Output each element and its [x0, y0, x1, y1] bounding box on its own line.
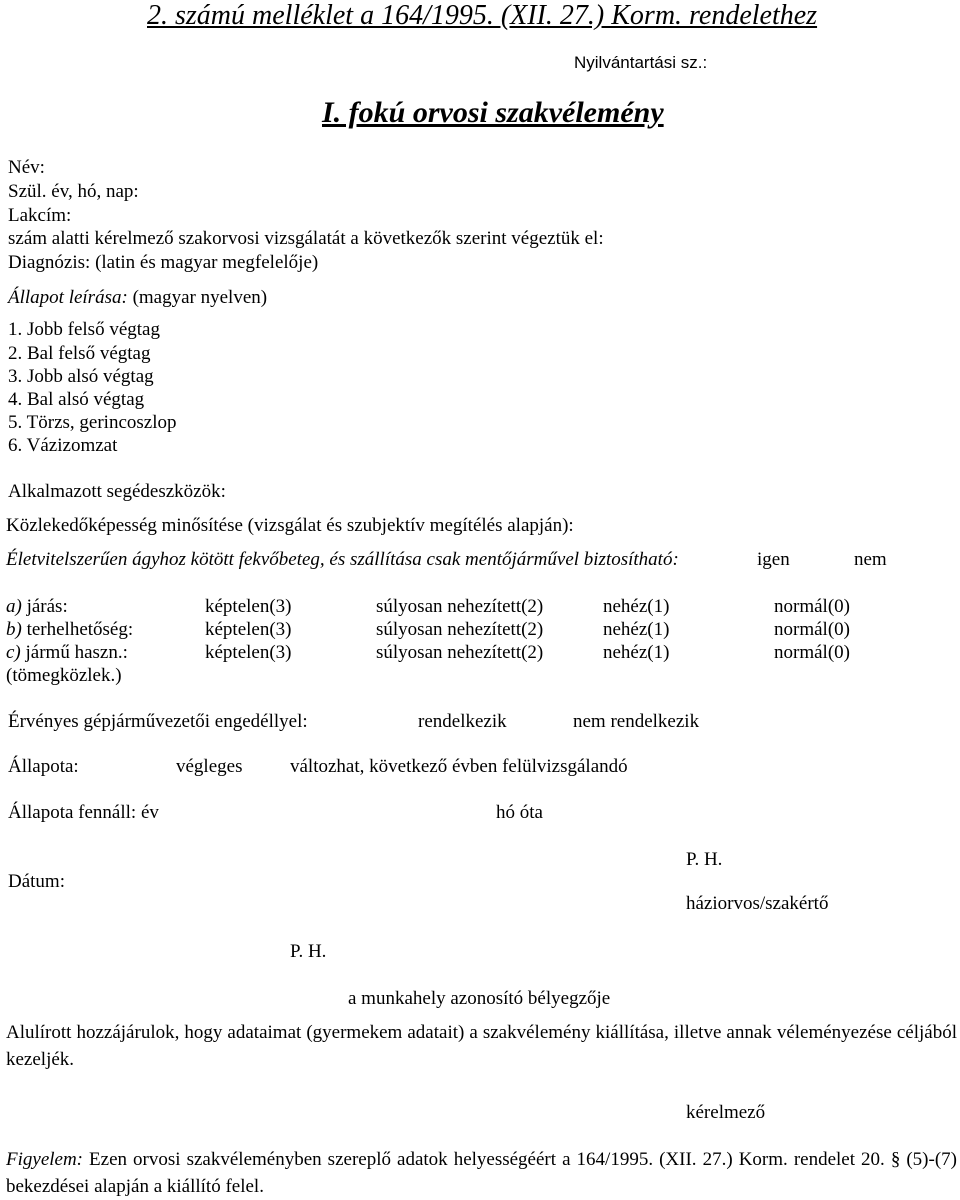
rating-option[interactable]: képtelen(3) — [205, 596, 292, 617]
condition-changing-option[interactable]: változhat, következő évben felülvizsgálandó — [290, 756, 628, 777]
name-label: Név: — [8, 157, 45, 178]
aids-label: Alkalmazott segédeszközök: — [8, 481, 226, 502]
bedridden-question: Életvitelszerűen ágyhoz kötött fekvőbeteg, és szállítása csak mentőjárművel biztosítható: — [6, 549, 679, 570]
rating-row-extra: (tömegközlek.) — [6, 665, 122, 686]
registry-number-label: Nyilvántartási sz.: — [574, 53, 708, 72]
bedridden-yes-option[interactable]: igen — [757, 549, 790, 570]
license-has-option[interactable]: rendelkezik — [418, 711, 507, 732]
rating-option[interactable]: nehéz(1) — [603, 596, 670, 617]
date-label: Dátum: — [8, 871, 65, 892]
condition-since-year-label: Állapota fennáll: év — [8, 802, 159, 823]
rating-option[interactable]: normál(0) — [774, 642, 850, 663]
condition-since-month-label: hó óta — [496, 802, 543, 823]
limb-item: 6. Vázizomzat — [8, 435, 118, 456]
workplace-stamp-label: a munkahely azonosító bélyegzője — [348, 988, 611, 1009]
footer-notice-label: Figyelem: — [6, 1149, 84, 1170]
rating-row-label: b) terhelhetőség: — [6, 619, 134, 640]
gp-signature-label: háziorvos/szakértő — [686, 893, 829, 914]
rating-option[interactable]: nehéz(1) — [603, 642, 670, 663]
status-description-label: Állapot leírása: — [8, 287, 128, 308]
limb-item: 4. Bal alsó végtag — [8, 389, 145, 410]
address-label: Lakcím: — [8, 205, 72, 226]
rating-option[interactable]: normál(0) — [774, 619, 850, 640]
rating-row-label: a) járás: — [6, 596, 68, 617]
license-label: Érvényes gépjárművezetői engedéllyel: — [8, 711, 308, 732]
document-title: I. fokú orvosi szakvélemény — [322, 96, 664, 129]
limb-item: 2. Bal felső végtag — [8, 343, 151, 364]
limb-item: 5. Törzs, gerincoszlop — [8, 412, 177, 433]
rating-option[interactable]: képtelen(3) — [205, 642, 292, 663]
rating-option[interactable]: súlyosan nehezített(2) — [376, 596, 544, 617]
rating-option[interactable]: képtelen(3) — [205, 619, 292, 640]
condition-final-option[interactable]: végleges — [176, 756, 243, 777]
rating-option[interactable]: nehéz(1) — [603, 619, 670, 640]
bedridden-no-option[interactable]: nem — [854, 549, 887, 570]
stamp-placeholder-1: P. H. — [686, 849, 723, 870]
limb-item: 1. Jobb felső végtag — [8, 319, 160, 340]
birth-date-label: Szül. év, hó, nap: — [8, 181, 139, 202]
applicant-signature-label: kérelmező — [686, 1102, 766, 1123]
diagnosis-label: Diagnózis: (latin és magyar megfelelője) — [8, 252, 319, 273]
limb-item: 3. Jobb alsó végtag — [8, 366, 154, 387]
rating-option[interactable]: súlyosan nehezített(2) — [376, 642, 544, 663]
status-description-note: (magyar nyelven) — [132, 287, 268, 308]
footer-notice — [6, 1146, 957, 1200]
consent-text: Alulírott hozzájárulok, hogy adataimat (gyermekem adatait) a szakvélemény kiállítása, illetve annak véleményezése céljából kezeljék. — [6, 1022, 957, 1070]
condition-label: Állapota: — [8, 756, 79, 777]
exam-intro-text: szám alatti kérelmező szakorvosi vizsgálatát a következők szerint végeztük el: — [8, 228, 604, 249]
annex-heading: 2. számú melléklet a 164/1995. (XII. 27.) Korm. rendelethez — [147, 0, 818, 31]
status-description-heading — [8, 288, 267, 307]
rating-option[interactable]: súlyosan nehezített(2) — [376, 619, 544, 640]
mobility-title: Közlekedőképesség minősítése (vizsgálat és szubjektív megítélés alapján): — [6, 515, 574, 536]
rating-row-label: c) jármű haszn.: — [6, 642, 128, 663]
stamp-placeholder-2: P. H. — [290, 941, 327, 962]
footer-notice-text: Ezen orvosi szakvéleményben szereplő adatok helyességéért a 164/1995. (XII. 27.) Korm. rendelet 20. § (5)-(7) bekezdései alapján a kiállító felel. — [6, 1149, 957, 1197]
license-has-not-option[interactable]: nem rendelkezik — [573, 711, 700, 732]
rating-option[interactable]: normál(0) — [774, 596, 850, 617]
